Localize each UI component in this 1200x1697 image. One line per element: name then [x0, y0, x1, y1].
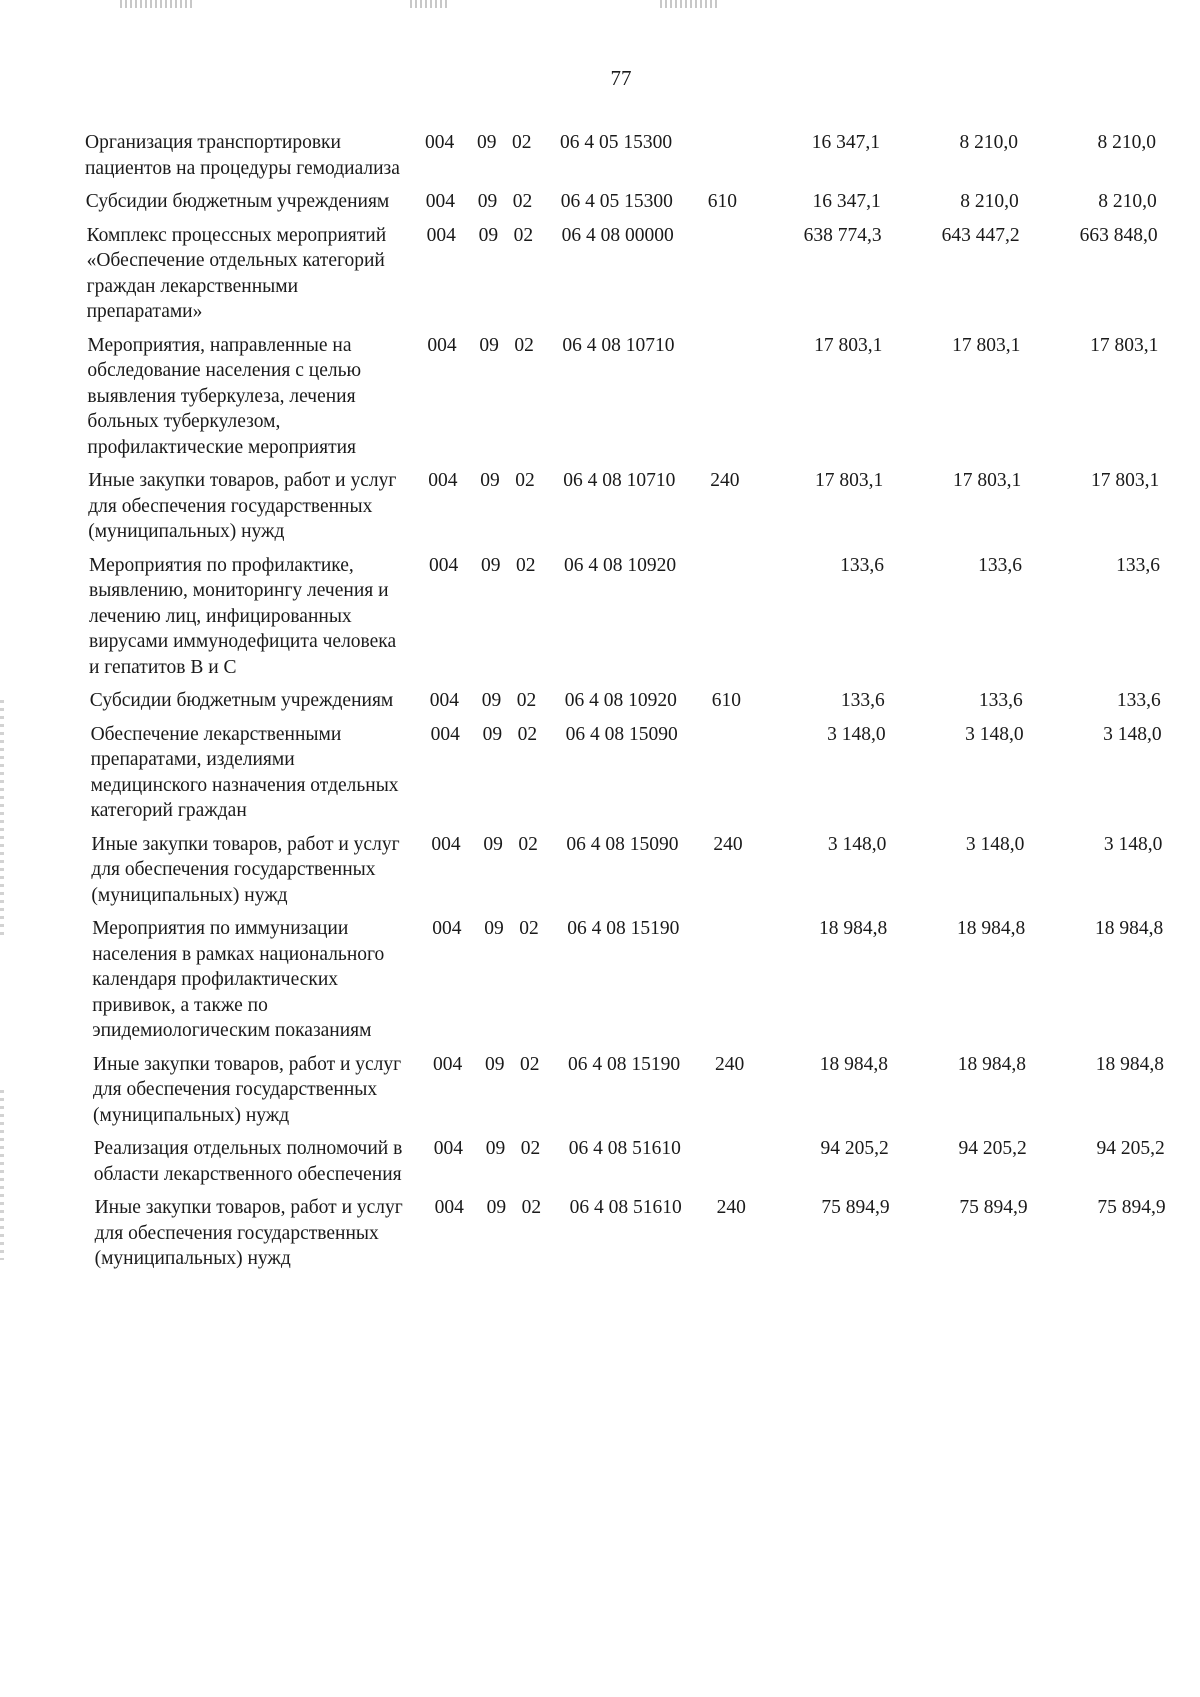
ministry-code: 004 [425, 132, 455, 153]
target-article-code: 06 4 05 15300 [560, 132, 673, 153]
amount-year3: 133,6 [1116, 554, 1160, 576]
amount-year1: 17 803,1 [814, 470, 884, 491]
ministry-code: 004 [434, 1197, 464, 1218]
subsection-code: 02 [512, 132, 532, 153]
section-code: 09 [485, 1053, 505, 1075]
ministry-code: 004 [425, 191, 456, 212]
scan-artifact-top-right [660, 0, 720, 8]
amount-year2: 18 984,8 [957, 1053, 1026, 1075]
amount-year1: 94 205,2 [820, 1138, 889, 1159]
amount-year3: 3 148,0 [1103, 833, 1163, 855]
amount-year1: 133,6 [840, 554, 884, 576]
subsection-code: 02 [515, 470, 535, 491]
amount-year2: 3 148,0 [965, 723, 1024, 745]
target-article-code: 06 4 08 15090 [566, 833, 679, 855]
item-name: Субсидии бюджетным учреждениям [85, 191, 390, 212]
target-article-code: 06 4 08 15190 [567, 918, 680, 939]
amount-year3: 18 984,8 [1094, 918, 1164, 939]
subsection-code: 02 [520, 1053, 540, 1075]
amount-year1: 3 148,0 [827, 833, 887, 855]
expense-type-code: 240 [713, 833, 743, 855]
table-row [5, 688, 1200, 722]
section-code: 09 [485, 1138, 506, 1159]
amount-year2: 18 984,8 [956, 918, 1026, 939]
target-article-code: 06 4 08 10920 [564, 690, 677, 711]
target-article-code: 06 4 08 10710 [563, 470, 676, 491]
section-code: 09 [477, 191, 498, 212]
section-code: 09 [483, 833, 503, 855]
target-article-code: 06 4 08 15090 [565, 723, 678, 745]
amount-year2: 133,6 [978, 690, 1023, 711]
table-row [6, 722, 1200, 832]
amount-year1: 75 894,9 [821, 1197, 890, 1218]
scan-artifact-top-center [410, 0, 450, 8]
amount-year1: 16 347,1 [812, 191, 881, 212]
amount-year1: 3 148,0 [827, 723, 886, 745]
ministry-code: 004 [431, 833, 461, 855]
amount-year2: 8 210,0 [959, 132, 1018, 153]
subsection-code: 02 [516, 690, 537, 711]
amount-year3: 18 984,8 [1095, 1053, 1164, 1075]
ministry-code: 004 [429, 554, 459, 576]
target-article-code: 06 4 08 51610 [568, 1138, 681, 1159]
subsection-code: 02 [514, 334, 534, 356]
item-name: Иные закупки товаров, работ и услуг для обеспечения государственных (муниципальных) нужд [88, 470, 397, 542]
table-row [1, 189, 1200, 223]
item-name: Мероприятия по профилактике, выявлению, мониторингу лечения и лечению лиц, инфицированных вирусами иммунодефицита человека и гепатитов В и С [89, 554, 397, 678]
target-article-code: 06 4 08 10920 [564, 554, 677, 576]
ministry-code: 004 [426, 224, 456, 246]
table-row [3, 468, 1200, 553]
table-row [7, 916, 1200, 1052]
item-name: Мероприятия по иммунизации населения в рамках национального календаря профилактических прививок, а также по эпидемиологическим показаниям [92, 918, 385, 1041]
section-code: 09 [486, 1197, 507, 1218]
target-article-code: 06 4 08 51610 [569, 1197, 682, 1218]
ministry-code: 004 [427, 334, 457, 356]
section-code: 09 [478, 224, 499, 246]
subsection-code: 02 [512, 191, 533, 212]
amount-year2: 17 803,1 [952, 334, 1021, 356]
amount-year3: 75 894,9 [1097, 1197, 1166, 1218]
amount-year2: 8 210,0 [960, 191, 1019, 212]
section-code: 09 [481, 554, 501, 576]
subsection-code: 02 [520, 1138, 541, 1159]
amount-year1: 18 984,8 [818, 918, 888, 939]
amount-year3: 17 803,1 [1090, 470, 1160, 491]
subsection-code: 02 [517, 723, 538, 745]
amount-year2: 75 894,9 [959, 1197, 1028, 1218]
amount-year3: 663 848,0 [1079, 224, 1158, 246]
table-row [9, 1136, 1200, 1195]
amount-year2: 94 205,2 [958, 1138, 1027, 1159]
target-article-code: 06 4 05 15300 [560, 191, 673, 212]
amount-year3: 8 210,0 [1097, 132, 1156, 153]
amount-year1: 16 347,1 [811, 132, 880, 153]
table-row [4, 553, 1200, 689]
amount-year2: 643 447,2 [941, 224, 1020, 246]
section-code: 09 [482, 723, 503, 745]
section-code: 09 [480, 470, 500, 491]
ministry-code: 004 [432, 918, 462, 939]
subsection-code: 02 [518, 833, 538, 855]
scan-artifact-top-left [120, 0, 195, 8]
table-row [2, 333, 1200, 469]
item-name: Иные закупки товаров, работ и услуг для обеспечения государственных (муниципальных) нужд [93, 1053, 402, 1126]
amount-year3: 17 803,1 [1090, 334, 1159, 356]
table-row [10, 1195, 1200, 1280]
target-article-code: 06 4 08 00000 [561, 224, 674, 246]
expense-type-code: 240 [716, 1197, 746, 1218]
subsection-code: 02 [521, 1197, 542, 1218]
ministry-code: 004 [433, 1138, 464, 1159]
item-name: Реализация отдельных полномочий в области лекарственного обеспечения [93, 1138, 403, 1185]
amount-year3: 8 210,0 [1098, 191, 1157, 212]
item-name: Комплекс процессных мероприятий «Обеспечение отдельных категорий граждан лекарственными препаратами» [86, 224, 387, 322]
amount-year1: 17 803,1 [814, 334, 883, 356]
section-code: 09 [479, 334, 499, 356]
subsection-code: 02 [513, 224, 534, 246]
item-name: Иные закупки товаров, работ и услуг для обеспечения государственных (муниципальных) нужд [94, 1197, 403, 1269]
subsection-code: 02 [516, 554, 536, 576]
target-article-code: 06 4 08 15190 [568, 1053, 681, 1075]
expense-type-code: 610 [707, 191, 738, 212]
amount-year3: 3 148,0 [1103, 723, 1162, 745]
subsection-code: 02 [519, 918, 539, 939]
expense-type-code: 240 [715, 1053, 745, 1075]
ministry-code: 004 [428, 470, 458, 491]
section-code: 09 [477, 132, 497, 153]
item-name: Организация транспортировки пациентов на процедуры гемодиализа [85, 132, 400, 179]
amount-year2: 133,6 [978, 554, 1022, 576]
amount-year1: 133,6 [840, 690, 885, 711]
table-row [8, 1052, 1200, 1137]
item-name: Обеспечение лекарственными препаратами, изделиями медицинского назначения отдельных категорий граждан [90, 723, 399, 821]
amount-year2: 3 148,0 [965, 833, 1025, 855]
target-article-code: 06 4 08 10710 [562, 334, 675, 356]
item-name: Субсидии бюджетным учреждениям [89, 690, 394, 711]
section-code: 09 [484, 918, 504, 939]
ministry-code: 004 [433, 1053, 463, 1075]
table-row [0, 130, 1200, 189]
amount-year1: 18 984,8 [819, 1053, 888, 1075]
item-name: Мероприятия, направленные на обследование населения с целью выявления туберкулеза, лечения больных туберкулезом, профилактические мероприятия [87, 334, 362, 458]
amount-year1: 638 774,3 [803, 224, 882, 246]
section-code: 09 [481, 690, 502, 711]
expense-type-code: 610 [711, 690, 742, 711]
page-number: 77 [610, 66, 632, 90]
amount-year2: 17 803,1 [952, 470, 1022, 491]
expense-type-code: 240 [710, 470, 740, 491]
amount-year3: 133,6 [1116, 690, 1161, 711]
ministry-code: 004 [429, 690, 460, 711]
ministry-code: 004 [430, 723, 460, 745]
table-row [2, 223, 1200, 333]
item-name: Иные закупки товаров, работ и услуг для обеспечения государственных (муниципальных) нужд [91, 833, 400, 906]
table-row [6, 832, 1200, 917]
budget-table [0, 130, 1200, 1280]
amount-year3: 94 205,2 [1096, 1138, 1165, 1159]
